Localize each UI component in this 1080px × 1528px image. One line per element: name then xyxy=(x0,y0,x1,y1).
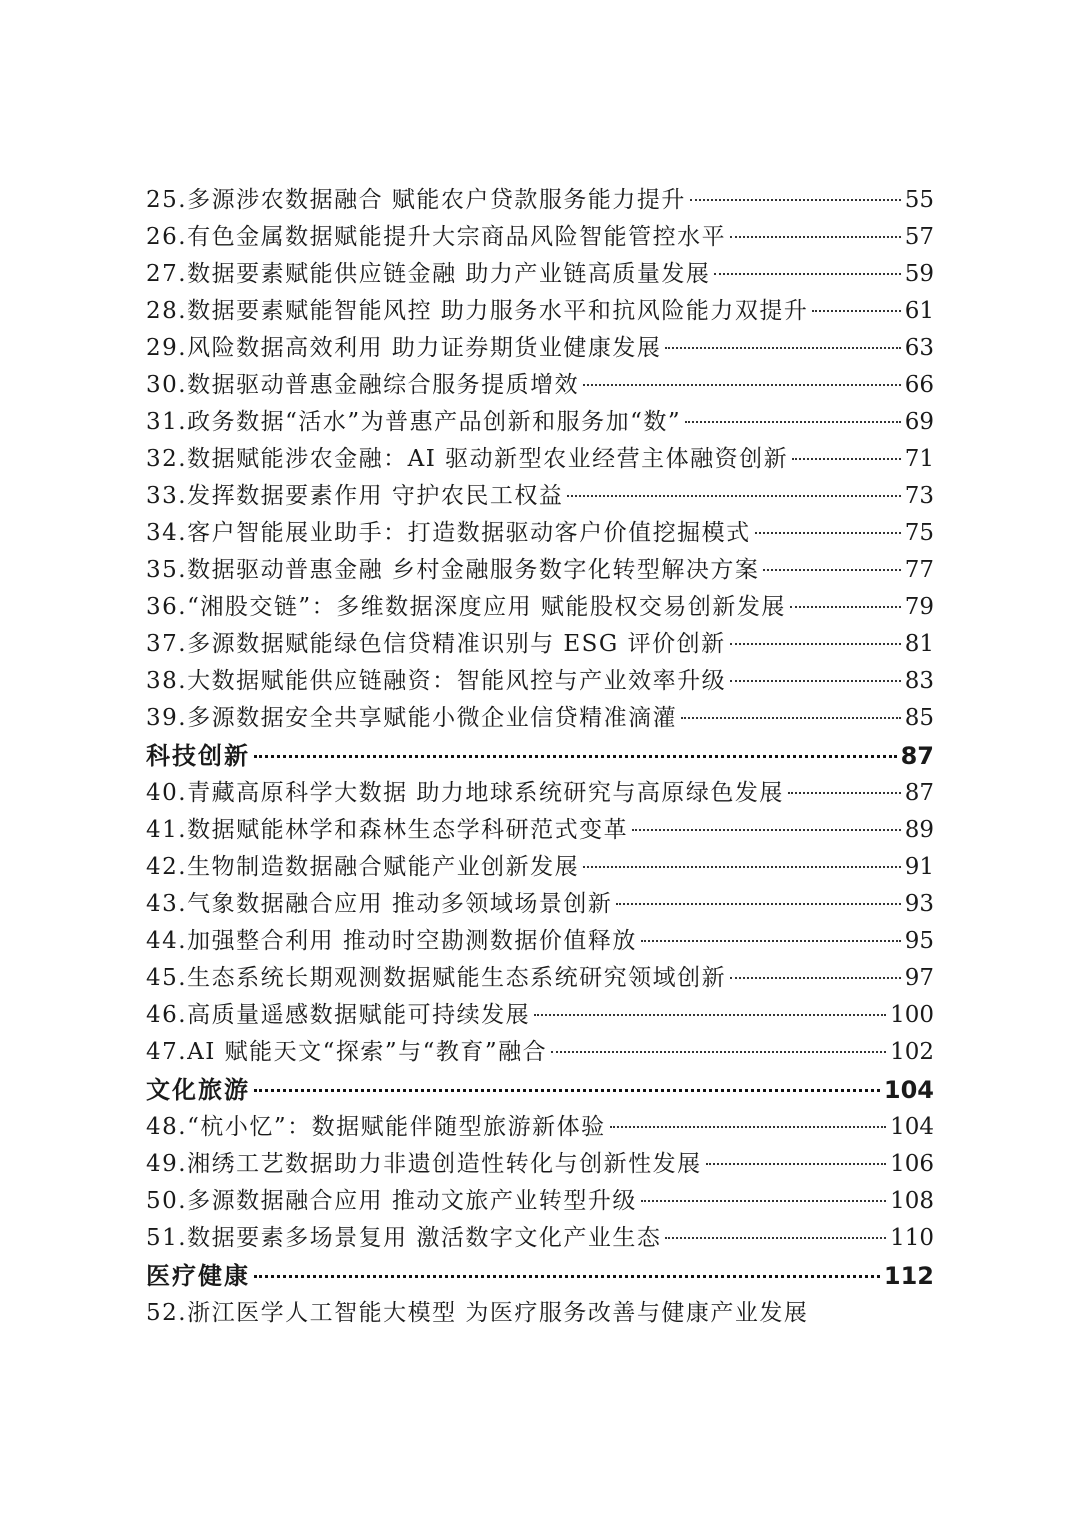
toc-entry[interactable] xyxy=(146,219,934,256)
toc-page-number: 75 xyxy=(904,520,934,546)
dot-leader xyxy=(812,310,900,312)
toc-entry-title: 49.湘绣工艺数据助力非遗创造性转化与创新性发展 xyxy=(146,1151,702,1177)
toc-entry[interactable] xyxy=(146,1146,934,1183)
toc-entry[interactable] xyxy=(146,478,934,515)
toc-entry-title: 37.多源数据赋能绿色信贷精准识别与 ESG 评价创新 xyxy=(146,631,726,657)
dot-leader xyxy=(730,643,901,645)
toc-page-number: 108 xyxy=(890,1188,934,1214)
toc-page-number: 61 xyxy=(904,298,934,324)
dot-leader xyxy=(641,1200,886,1202)
toc-section-heading[interactable] xyxy=(146,1257,934,1295)
toc-entry[interactable] xyxy=(146,441,934,478)
dot-leader xyxy=(730,236,901,238)
dot-leader xyxy=(690,199,901,201)
toc-page-number: 87 xyxy=(904,780,934,806)
dot-leader xyxy=(641,940,901,942)
dot-leader xyxy=(763,569,900,571)
dot-leader xyxy=(792,458,901,460)
toc-entry-title: 50.多源数据融合应用 推动文旅产业转型升级 xyxy=(146,1188,637,1214)
toc-entry[interactable] xyxy=(146,589,934,626)
toc-page-number: 89 xyxy=(904,817,934,843)
toc-entry[interactable] xyxy=(146,367,934,404)
toc-entry[interactable] xyxy=(146,256,934,293)
toc-entry-title: 28.数据要素赋能智能风控 助力服务水平和抗风险能力双提升 xyxy=(146,298,809,324)
toc-entry-title: 34.客户智能展业助手：打造数据驱动客户价值挖掘模式 xyxy=(146,520,751,546)
toc-page-number: 93 xyxy=(904,891,934,917)
dot-leader xyxy=(534,1014,886,1016)
toc-page-number: 85 xyxy=(904,705,934,731)
toc-entry-title: 31.政务数据“活水”为普惠产品创新和服务加“数” xyxy=(146,409,682,435)
toc-entry-title: 43.气象数据融合应用 推动多领域场景创新 xyxy=(146,891,613,917)
toc-page-number: 87 xyxy=(900,742,934,770)
toc-page-number: 59 xyxy=(904,261,934,287)
dot-leader xyxy=(616,903,900,905)
toc-page-number: 97 xyxy=(904,965,934,991)
dot-leader xyxy=(730,977,901,979)
toc-entry-title: 48.“杭小忆”：数据赋能伴随型旅游新体验 xyxy=(146,1114,606,1140)
toc-entry-title: 51.数据要素多场景复用 激活数字文化产业生态 xyxy=(146,1225,662,1251)
dot-leader xyxy=(632,829,901,831)
toc-entry[interactable] xyxy=(146,1034,934,1071)
toc-entry[interactable] xyxy=(146,404,934,441)
toc-entry-title: 52.浙江医学人工智能大模型 为医疗服务改善与健康产业发展 xyxy=(146,1300,809,1326)
toc-entry-title: 医疗健康 xyxy=(146,1262,250,1290)
toc-entry[interactable] xyxy=(146,775,934,812)
toc-entry-title: 36.“湘股交链”：多维数据深度应用 赋能股权交易创新发展 xyxy=(146,594,786,620)
toc-entry[interactable] xyxy=(146,960,934,997)
toc-entry[interactable] xyxy=(146,293,934,330)
toc-section-heading[interactable] xyxy=(146,1071,934,1109)
toc-entry[interactable] xyxy=(146,700,934,737)
dot-leader xyxy=(254,755,897,758)
toc-page-number: 104 xyxy=(883,1076,934,1104)
dot-leader xyxy=(583,866,901,868)
toc-entry-title: 30.数据驱动普惠金融综合服务提质增效 xyxy=(146,372,580,398)
toc-page-number: 112 xyxy=(883,1262,934,1290)
toc-entry[interactable] xyxy=(146,626,934,663)
toc-entry[interactable] xyxy=(146,886,934,923)
toc-entry[interactable] xyxy=(146,812,934,849)
toc-page-number: 104 xyxy=(890,1114,934,1140)
dot-leader xyxy=(254,1089,880,1092)
toc-entry[interactable] xyxy=(146,663,934,700)
toc-entry[interactable] xyxy=(146,330,934,367)
toc-page-number: 91 xyxy=(904,854,934,880)
toc-page-number: 110 xyxy=(890,1225,934,1251)
toc-page-number: 106 xyxy=(890,1151,934,1177)
toc-entry-title: 40.青藏高原科学大数据 助力地球系统研究与高原绿色发展 xyxy=(146,780,784,806)
toc-entry-title: 29.风险数据高效利用 助力证券期货业健康发展 xyxy=(146,335,662,361)
toc-entry[interactable] xyxy=(146,515,934,552)
dot-leader xyxy=(788,792,901,794)
dot-leader xyxy=(254,1275,880,1278)
dot-leader xyxy=(551,1051,886,1053)
table-of-contents xyxy=(146,182,934,1332)
toc-entry[interactable] xyxy=(146,1109,934,1146)
toc-entry-title: 42.生物制造数据融合赋能产业创新发展 xyxy=(146,854,580,880)
toc-entry-title: 41.数据赋能林学和森林生态学科研范式变革 xyxy=(146,817,629,843)
toc-entry-title: 科技创新 xyxy=(146,742,250,770)
toc-entry[interactable] xyxy=(146,1183,934,1220)
dot-leader xyxy=(755,532,901,534)
toc-entry[interactable] xyxy=(146,552,934,589)
toc-page-number: 57 xyxy=(904,224,934,250)
dot-leader xyxy=(706,1163,887,1165)
toc-page-number: 55 xyxy=(904,187,934,213)
toc-entry-title: 27.数据要素赋能供应链金融 助力产业链高质量发展 xyxy=(146,261,711,287)
toc-entry[interactable] xyxy=(146,849,934,886)
toc-entry-title: 26.有色金属数据赋能提升大宗商品风险智能管控水平 xyxy=(146,224,727,250)
dot-leader xyxy=(665,347,900,349)
dot-leader xyxy=(583,384,901,386)
dot-leader xyxy=(730,680,901,682)
dot-leader xyxy=(685,421,901,423)
toc-page-number: 63 xyxy=(904,335,934,361)
toc-entry-title: 32.数据赋能涉农金融：AI 驱动新型农业经营主体融资创新 xyxy=(146,446,789,472)
toc-entry[interactable] xyxy=(146,182,934,219)
toc-page-number: 95 xyxy=(904,928,934,954)
toc-entry-title: 46.高质量遥感数据赋能可持续发展 xyxy=(146,1002,531,1028)
toc-entry[interactable] xyxy=(146,997,934,1034)
dot-leader xyxy=(714,273,900,275)
toc-entry-title: 38.大数据赋能供应链融资：智能风控与产业效率升级 xyxy=(146,668,727,694)
toc-entry-title: 39.多源数据安全共享赋能小微企业信贷精准滴灌 xyxy=(146,705,678,731)
toc-entry-title: 25.多源涉农数据融合 赋能农户贷款服务能力提升 xyxy=(146,187,686,213)
toc-entry-title: 45.生态系统长期观测数据赋能生态系统研究领域创新 xyxy=(146,965,727,991)
toc-entry-title: 文化旅游 xyxy=(146,1076,250,1104)
dot-leader xyxy=(610,1126,886,1128)
toc-page-number: 83 xyxy=(904,668,934,694)
toc-entry-title: 47.AI 赋能天文“探索”与“教育”融合 xyxy=(146,1039,548,1065)
toc-entry-title: 33.发挥数据要素作用 守护农民工权益 xyxy=(146,483,564,509)
toc-entry[interactable] xyxy=(146,1295,934,1332)
toc-entry-title: 35.数据驱动普惠金融 乡村金融服务数字化转型解决方案 xyxy=(146,557,760,583)
toc-page-number: 66 xyxy=(904,372,934,398)
toc-entry[interactable] xyxy=(146,923,934,960)
toc-page-number: 77 xyxy=(904,557,934,583)
toc-page-number: 79 xyxy=(904,594,934,620)
toc-entry[interactable] xyxy=(146,1220,934,1257)
dot-leader xyxy=(665,1237,886,1239)
toc-page-number: 73 xyxy=(904,483,934,509)
dot-leader xyxy=(681,717,901,719)
toc-section-heading[interactable] xyxy=(146,737,934,775)
toc-page-number: 81 xyxy=(904,631,934,657)
toc-page-number: 71 xyxy=(904,446,934,472)
toc-page-number: 100 xyxy=(890,1002,934,1028)
dot-leader xyxy=(567,495,900,497)
toc-page-number: 102 xyxy=(890,1039,934,1065)
toc-page-number: 69 xyxy=(904,409,934,435)
toc-entry-title: 44.加强整合利用 推动时空勘测数据价值释放 xyxy=(146,928,637,954)
dot-leader xyxy=(790,606,901,608)
